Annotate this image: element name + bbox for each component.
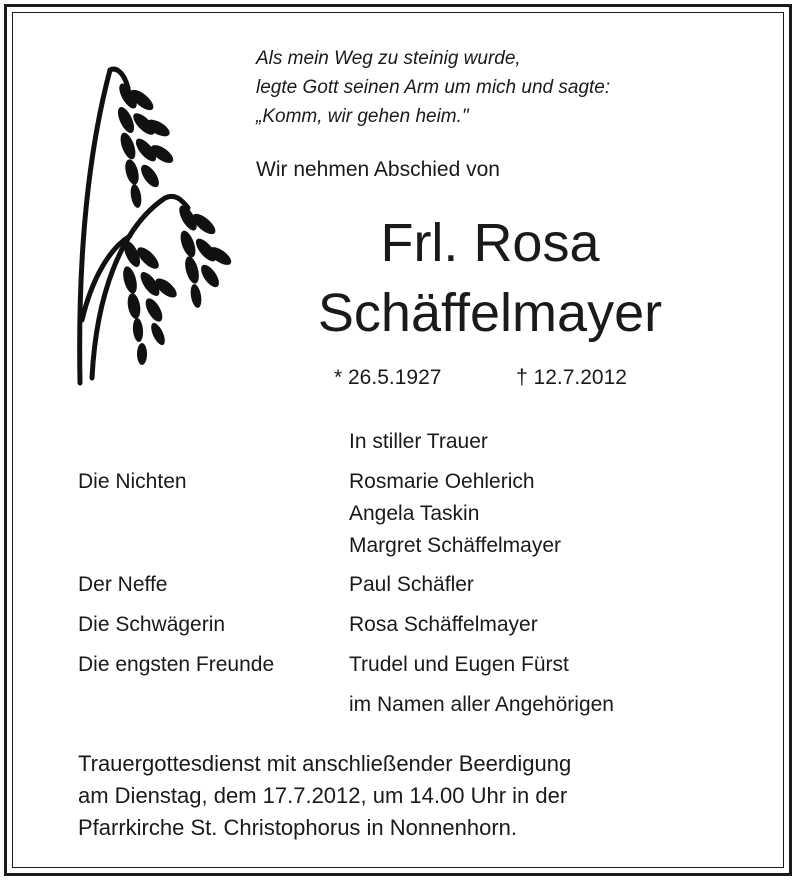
deceased-name-line2: Schäffelmayer: [317, 283, 663, 343]
quote-line: legte Gott seinen Arm um mich und sagte:: [256, 77, 611, 98]
service-line: am Dienstag, dem 17.7.2012, um 14.00 Uhr in der: [78, 783, 568, 808]
epitaph-quote: [256, 44, 610, 131]
mourner-name: Rosmarie Oehlerich: [349, 470, 535, 493]
quote-line: „Komm, wir gehen heim.": [256, 106, 469, 127]
mourner-name: Rosa Schäffelmayer: [349, 613, 538, 636]
service-line: Trauergottesdienst mit anschließender Beerdigung: [78, 751, 572, 776]
quote-line: Als mein Weg zu steinig wurde,: [256, 48, 521, 69]
mourner-group-label: Die Schwägerin: [78, 613, 226, 636]
mourner-name: Angela Taskin: [349, 502, 480, 525]
mourning-heading: In stiller Trauer: [349, 430, 488, 453]
birth-date: * 26.5.1927: [334, 366, 442, 389]
mourner-group-label: Die Nichten: [78, 470, 187, 493]
service-line: Pfarrkirche St. Christophorus in Nonnenhorn.: [78, 815, 517, 840]
mourning-closing: im Namen aller Angehörigen: [349, 693, 614, 716]
funeral-service-info: [78, 748, 571, 844]
mourner-name: Margret Schäffelmayer: [349, 534, 562, 557]
mourner-group-label: Die engsten Freunde: [78, 653, 275, 676]
mourner-name: Trudel und Eugen Fürst: [349, 653, 569, 676]
death-date: † 12.7.2012: [516, 366, 627, 389]
deceased-name-line1: Frl. Rosa: [380, 213, 600, 273]
farewell-intro: Wir nehmen Abschied von: [256, 158, 500, 181]
mourner-group-label: Der Neffe: [78, 573, 168, 596]
mourner-name: Paul Schäfler: [349, 573, 474, 596]
